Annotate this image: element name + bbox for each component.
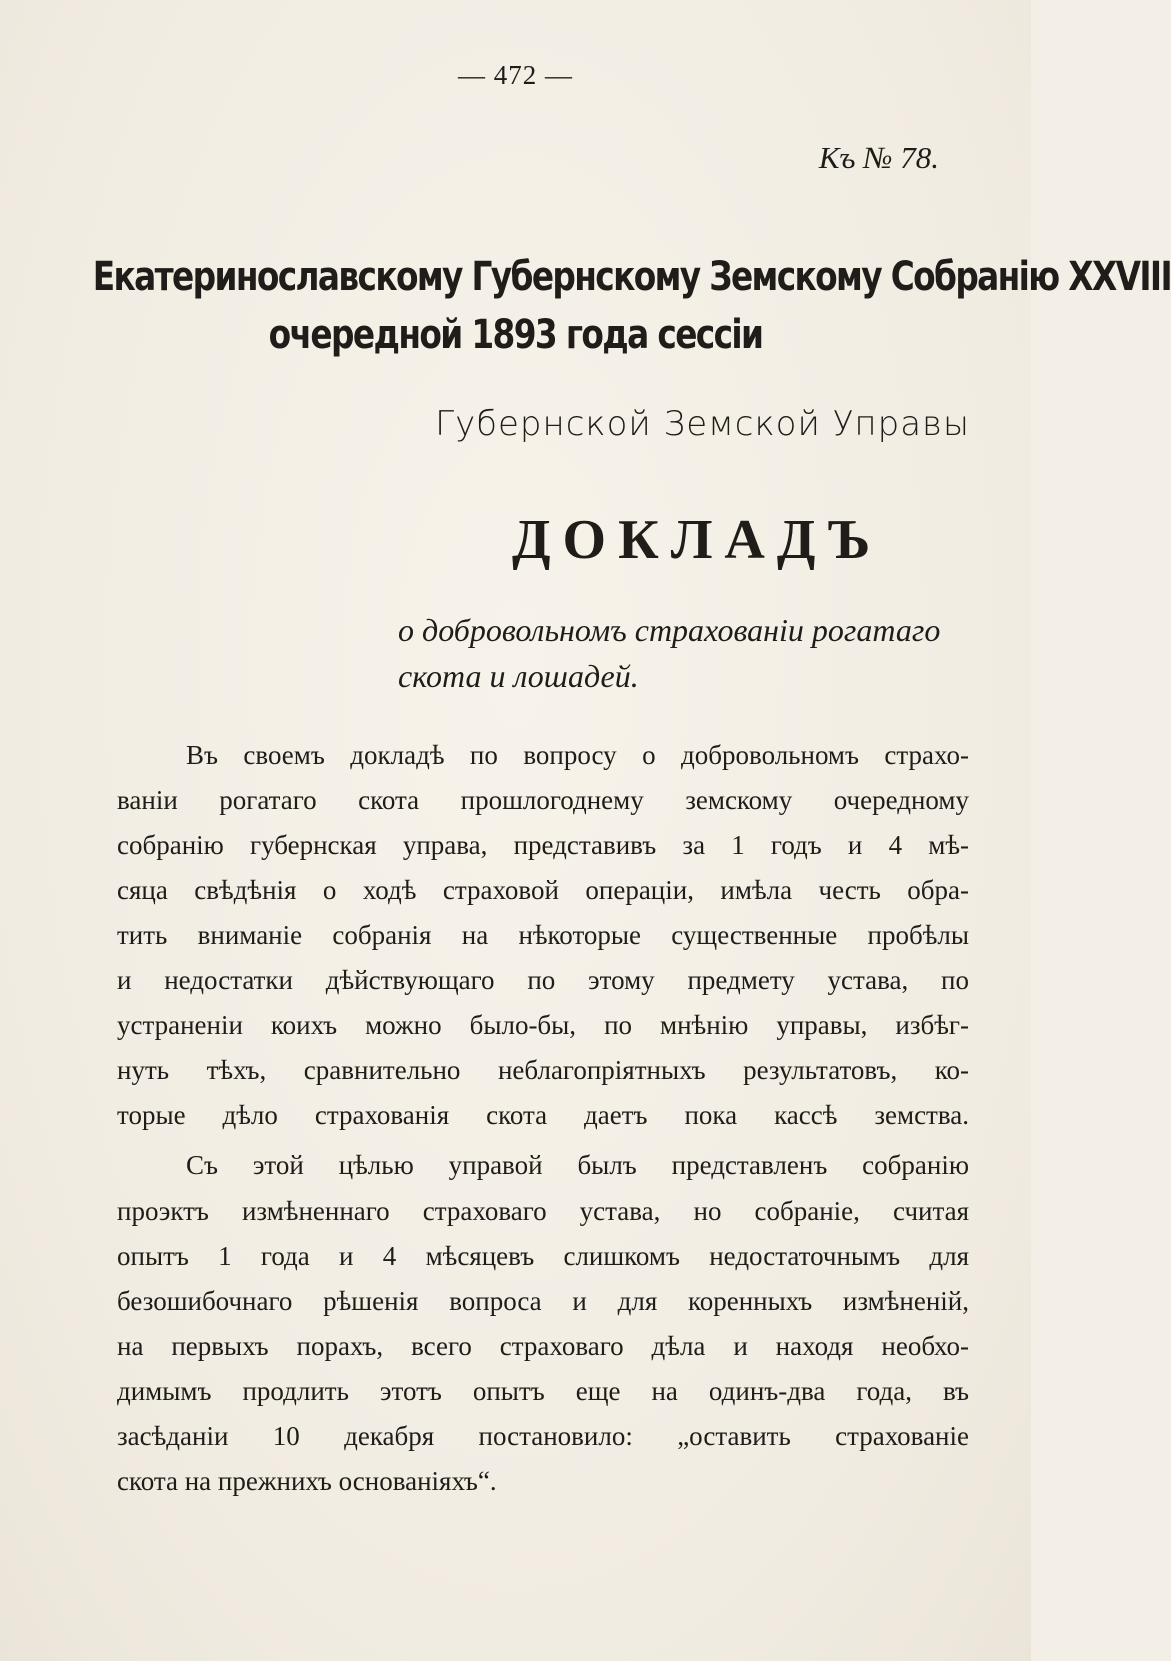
paragraph-1-line: сяца свѣдѣнія о ходѣ страховой операціи, имѣла честь обра- (117, 875, 969, 905)
paragraph-2-line: на первыхъ порахъ, всего страховаго дѣла и находя необхо- (117, 1331, 969, 1361)
paragraph-1-line: торые дѣло страхованія скота даетъ пока кассѣ земства. (117, 1100, 969, 1130)
topic-line-2: скота и лошадей. (398, 658, 639, 694)
paragraph-2-line: засѣданіи 10 декабря постановило: „оставить страхованіе (117, 1421, 969, 1451)
paragraph-1-line: собранію губернская управа, представивъ за 1 годъ и 4 мѣ- (117, 830, 969, 860)
document-title: ДОКЛАДЪ (512, 509, 883, 571)
paragraph-1-line: устраненіи коихъ можно было-бы, по мнѣнію управы, избѣг- (117, 1010, 969, 1040)
paragraph-2-line: Съ этой цѣлью управой былъ представленъ собранію (186, 1150, 969, 1180)
paragraph-2-line: димымъ продлить этотъ опытъ еще на одинъ-два года, въ (117, 1376, 969, 1406)
paragraph-1-line: тить вниманіе собранія на нѣкоторые существенные пробѣлы (117, 920, 969, 950)
paragraph-2-line: проэктъ измѣненнаго страховаго устава, но собраніе, считая (117, 1196, 969, 1226)
paragraph-2-line: безошибочнаго рѣшенія вопроса и для коренныхъ измѣненій, (117, 1286, 969, 1316)
subtitle: Губернской Земской Управы (435, 404, 970, 444)
paragraph-1-line: и недостатки дѣйствующаго по этому предмету устава, по (117, 965, 969, 995)
heading-line-1: Екатеринославскому Губернскому Земскому Собранію XXVIII (92, 254, 1171, 300)
heading-line-2: очередной 1893 года сессіи (268, 312, 763, 358)
paragraph-2-line: скота на прежнихъ основаніяхъ“. (117, 1466, 497, 1496)
page-number: — 472 — (458, 60, 573, 90)
paragraph-1-line: Въ своемъ докладѣ по вопросу о добровольномъ страхо- (186, 740, 969, 770)
paragraph-1-line: ваніи рогатаго скота прошлогоднему земскому очередному (117, 785, 969, 815)
paragraph-1-line: нуть тѣхъ, сравнительно неблагопріятныхъ результатовъ, ко- (117, 1055, 969, 1085)
topic-line-1: о добровольномъ страхованіи рогатаго (398, 612, 941, 648)
reference-label: Къ № 78. (818, 140, 939, 175)
paragraph-2-line: опытъ 1 года и 4 мѣсяцевъ слишкомъ недостаточнымъ для (117, 1241, 969, 1271)
